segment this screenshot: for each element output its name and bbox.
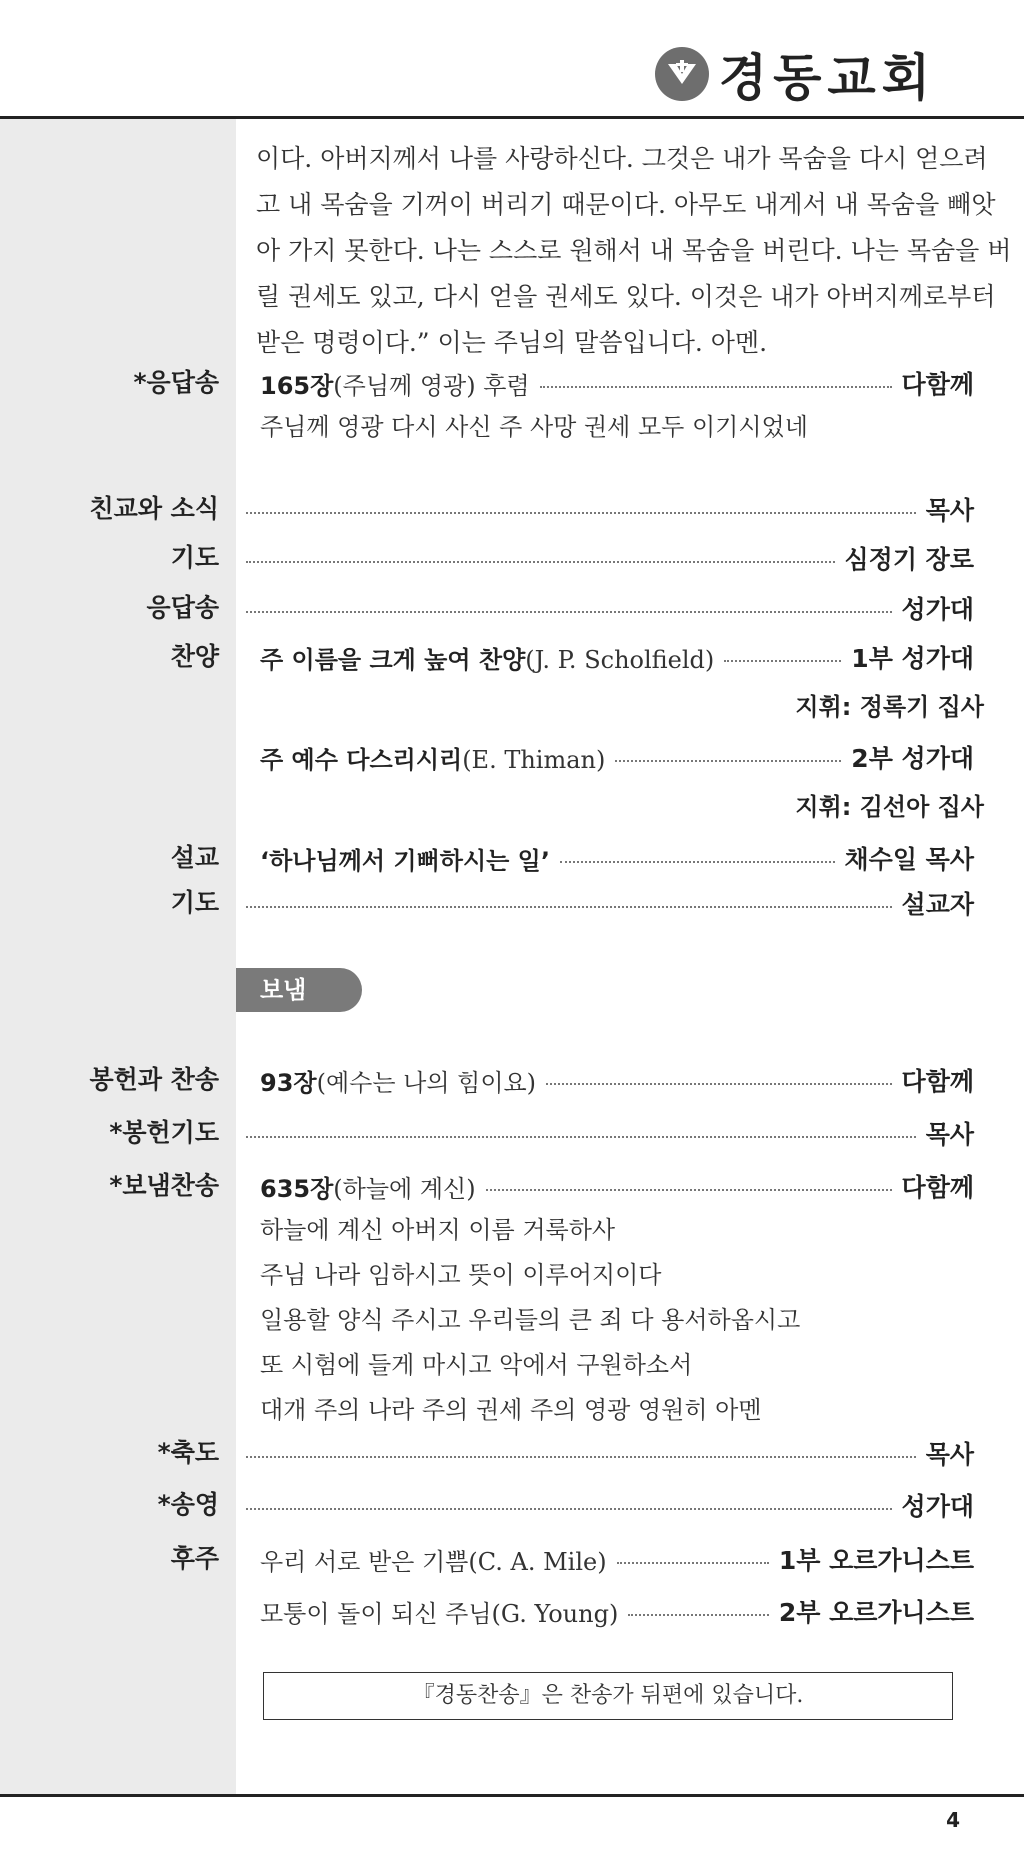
hymn-lyric: 주님께 영광 다시 사신 주 사망 권세 모두 이기시었네 — [260, 413, 808, 441]
performer: 심정기 장로 — [844, 545, 974, 574]
church-logo — [655, 38, 936, 110]
anthem-entry: 주 예수 다스리시리(E. Thiman) — [260, 745, 606, 774]
hymn-entry: 165장(주님께 영광) 후렴 — [260, 371, 530, 400]
order-label: *송영 — [157, 1490, 219, 1519]
anthem-row-1 — [0, 634, 1024, 680]
hymn-lyric: 또 시험에 들게 마시고 악에서 구원하소서 — [260, 1351, 693, 1379]
hymn-entry: 93장(예수는 나의 힘이요) — [260, 1068, 537, 1097]
leader-dots — [617, 1562, 769, 1564]
performer: 성가대 — [901, 1492, 974, 1521]
anthem-entry: 주 이름을 크게 높여 찬양(J. P. Scholfield) — [260, 645, 715, 674]
header — [0, 0, 1024, 118]
scripture-line: 받은 명령이다.” 이는 주님의 말씀입니다. 아멘. — [256, 328, 768, 357]
order-label: 찬양 — [170, 642, 219, 671]
scripture-line: 아 가지 못한다. 나는 스스로 원해서 내 목숨을 버린다. 나는 목숨을 버 — [256, 236, 1012, 265]
sermon-title: ‘하나님께서 기뻐하시는 일’ — [260, 846, 550, 875]
leader-dots — [724, 660, 841, 662]
church-name: 경동교회 — [718, 49, 936, 107]
prayer-row — [0, 535, 1024, 581]
sending-hymn-row — [0, 1163, 1024, 1209]
order-label: 후주 — [170, 1544, 219, 1573]
leader-dots — [546, 1083, 891, 1085]
performer: 목사 — [925, 496, 974, 525]
leader-dots — [246, 512, 916, 514]
leader-dots — [246, 906, 892, 908]
performer: 1부 오르가니스트 — [778, 1546, 974, 1575]
sermon-row — [0, 835, 1024, 881]
leader-dots — [246, 611, 892, 613]
order-label: 봉헌과 찬송 — [89, 1065, 219, 1094]
section-badge: 보냄 — [236, 968, 362, 1012]
leader-dots — [560, 861, 835, 863]
response-song-row — [0, 360, 1024, 406]
bottom-rule — [0, 1794, 1024, 1797]
offering-prayer-row — [0, 1110, 1024, 1156]
performer: 목사 — [925, 1120, 974, 1149]
leader-dots — [486, 1189, 892, 1191]
performer: 다함께 — [901, 370, 974, 399]
leader-dots — [246, 1508, 892, 1510]
conductor: 지휘: 정록기 집사 — [795, 693, 984, 721]
order-label: *봉헌기도 — [109, 1118, 219, 1147]
church-emblem-icon — [655, 47, 709, 101]
scripture-line: 이다. 아버지께서 나를 사랑하신다. 그것은 내가 목숨을 다시 얻으려 — [256, 144, 988, 173]
hymn-entry: 635장(하늘에 계신) — [260, 1174, 476, 1203]
order-label: 설교 — [170, 843, 219, 872]
hymn-lyric: 하늘에 계신 아버지 이름 거룩하사 — [260, 1216, 616, 1244]
performer: 2부 오르가니스트 — [778, 1598, 974, 1627]
performer: 설교자 — [901, 890, 974, 919]
performer: 1부 성가대 — [851, 644, 974, 673]
order-label: 친교와 소식 — [89, 494, 219, 523]
benediction-row — [0, 1430, 1024, 1476]
performer: 성가대 — [901, 595, 974, 624]
conductor: 지휘: 김선아 집사 — [795, 793, 984, 821]
scripture-line: 고 내 목숨을 기꺼이 버리기 때문이다. 아무도 내게서 내 목숨을 빼앗 — [256, 190, 996, 219]
performer: 목사 — [925, 1440, 974, 1469]
scripture-line: 릴 권세도 있고, 다시 얻을 권세도 있다. 이것은 내가 아버지께로부터 — [256, 282, 996, 311]
leader-dots — [246, 1456, 916, 1458]
order-label: 기도 — [170, 543, 219, 572]
order-label: 기도 — [170, 888, 219, 917]
postlude-row-1 — [0, 1536, 1024, 1582]
postlude-row-2 — [0, 1588, 1024, 1634]
page-number: 4 — [946, 1808, 960, 1832]
order-label: *응답송 — [133, 368, 219, 397]
performer: 다함께 — [901, 1173, 974, 1202]
response-row — [0, 585, 1024, 631]
leader-dots — [628, 1614, 769, 1616]
performer: 다함께 — [901, 1067, 974, 1096]
leader-dots — [246, 1136, 916, 1138]
performer: 채수일 목사 — [844, 845, 974, 874]
leader-dots — [540, 386, 892, 388]
offering-row — [0, 1057, 1024, 1103]
postlude-entry: 우리 서로 받은 기쁨(C. A. Mile) — [260, 1547, 607, 1576]
leader-dots — [246, 561, 835, 563]
performer: 2부 성가대 — [851, 744, 974, 773]
prayer-row — [0, 880, 1024, 926]
hymn-lyric: 일용할 양식 주시고 우리들의 큰 죄 다 용서하옵시고 — [260, 1306, 801, 1334]
postlude-entry: 모퉁이 돌이 되신 주님(G. Young) — [260, 1599, 619, 1628]
anthem-row-2 — [0, 734, 1024, 780]
leader-dots — [615, 760, 841, 762]
scripture-paragraph — [256, 136, 1012, 366]
doxology-row — [0, 1482, 1024, 1528]
order-label: *보냄찬송 — [109, 1171, 219, 1200]
hymn-lyric: 주님 나라 임하시고 뜻이 이루어지이다 — [260, 1261, 662, 1289]
order-label: *축도 — [157, 1438, 219, 1467]
hymnal-notice: 『경동찬송』은 찬송가 뒤편에 있습니다. — [263, 1672, 953, 1720]
hymn-lyric: 대개 주의 나라 주의 권세 주의 영광 영원히 아멘 — [260, 1396, 762, 1424]
order-label: 응답송 — [146, 593, 219, 622]
fellowship-row — [0, 486, 1024, 532]
